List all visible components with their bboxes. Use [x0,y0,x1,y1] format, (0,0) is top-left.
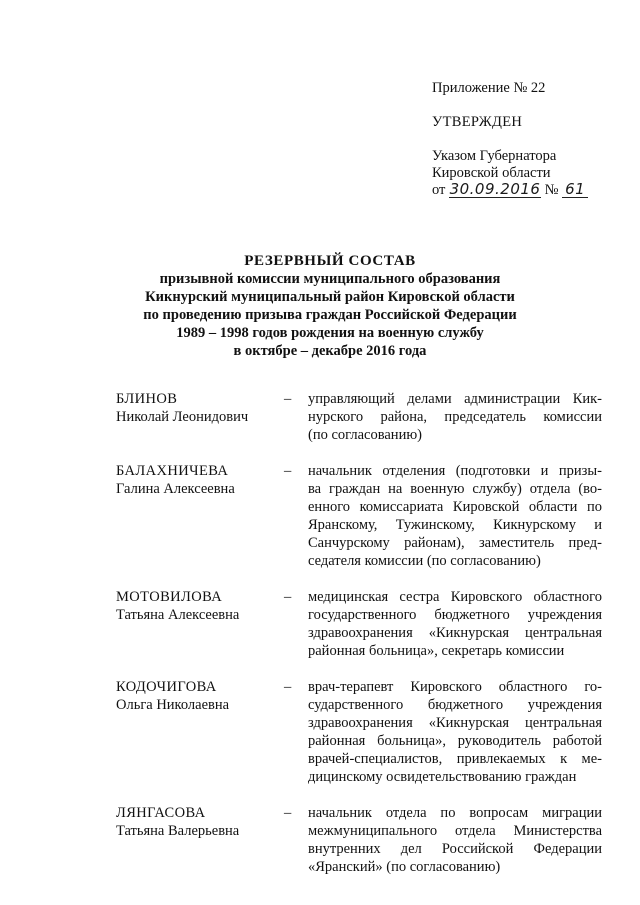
role-line: начальник отдела по вопросам миграции [308,805,602,821]
member-given-name: Галина Алексеевна [116,481,235,497]
title-line: Кикнурский муниципальный район Кировской области [145,289,515,305]
role-line: Яранскому, Тужинскому, Кикнурскому и [308,517,602,533]
role-line: начальник отделения (подготовки и призы- [308,463,602,479]
member-given-name: Татьяна Алексеевна [116,607,240,623]
handwritten-date: 30.09.2016 [449,180,541,198]
approval-stamp [432,80,632,199]
member-role [308,678,602,786]
role-line: нурского района, председатель комиссии [308,409,602,425]
decree-date-line [432,182,632,199]
title-line: призывной комиссии муниципального образования [159,271,501,287]
member-name [116,588,284,660]
role-line: врачей-специалистов, привлекаемых к ме- [308,751,602,767]
member-entry [116,588,602,660]
member-entry [116,390,602,444]
member-name [116,462,284,570]
member-name [116,390,284,444]
member-surname: КОДОЧИГОВА [116,679,217,695]
member-surname: БАЛАХНИЧЕВА [116,463,229,479]
role-line: здравоохранения «Кикнурская центральная [308,625,602,641]
dash-separator: – [284,391,292,407]
date-prefix: от [432,182,446,198]
document-title [60,252,600,360]
member-given-name: Николай Леонидович [116,409,249,425]
title-line: в октябре – декабре 2016 года [233,343,427,359]
annex-number: Приложение № 22 [432,80,546,96]
role-line: дицинскому освидетельствованию граждан [308,769,577,785]
role-line: седателя комиссии (по согласованию) [308,553,541,569]
role-line: районная больница», секретарь комиссии [308,643,565,659]
number-prefix: № [544,182,559,198]
role-line: районная больница», руководитель работой [308,733,602,749]
role-line: «Яранский» (по согласованию) [308,859,501,875]
member-entry [116,804,602,876]
approved-label: УТВЕРЖДЕН [432,114,523,130]
title-heading: РЕЗЕРВНЫЙ СОСТАВ [244,253,416,269]
role-line: (по согласованию) [308,427,422,443]
member-surname: МОТОВИЛОВА [116,589,223,605]
role-line: медицинская сестра Кировского областного [308,589,602,605]
role-line: ва граждан на военную службу) отдела (во- [308,481,602,497]
member-given-name: Ольга Николаевна [116,697,230,713]
member-given-name: Татьяна Валерьевна [116,823,240,839]
role-line: врач-терапевт Кировского областного го- [308,679,602,695]
role-line: внутренних дел Российской Федерации [308,841,602,857]
member-name [116,678,284,786]
member-entry [116,462,602,570]
role-line: здравоохранения «Кикнурская центральная [308,715,602,731]
dash-separator: – [284,463,292,479]
role-line: енного комиссариата Кировской области по [308,499,602,515]
member-list [116,390,602,894]
role-line: государственного бюджетного учреждения [308,607,602,623]
title-line: 1989 – 1998 годов рождения на военную службу [176,325,484,341]
dash-separator: – [284,679,292,695]
role-line: сударственного бюджетного учреждения [308,697,602,713]
member-role [308,462,602,570]
title-line: по проведению призыва граждан Российской Федерации [143,307,517,323]
member-surname: ЛЯНГАСОВА [116,805,206,821]
member-name [116,804,284,876]
member-role [308,390,602,444]
member-role [308,804,602,876]
decree-line-2: Кировской области [432,165,551,181]
role-line: Санчурскому районам), заместитель пред- [308,535,602,551]
member-role [308,588,602,660]
role-line: управляющий делами администрации Кик- [308,391,602,407]
handwritten-number: 61 [562,182,588,198]
decree-line-1: Указом Губернатора [432,148,557,164]
role-line: межмуниципального отдела Министерства [308,823,602,839]
member-entry [116,678,602,786]
member-surname: БЛИНОВ [116,391,178,407]
dash-separator: – [284,589,292,605]
dash-separator: – [284,805,292,821]
